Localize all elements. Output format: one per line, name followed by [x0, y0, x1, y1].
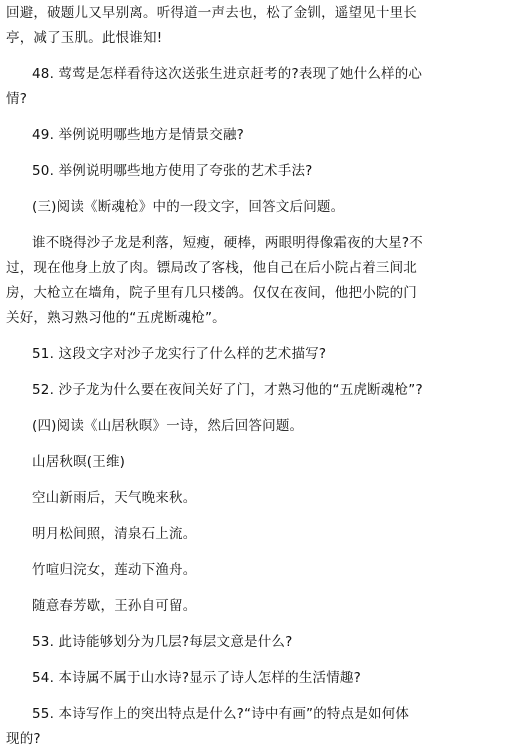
question-55: 55. 本诗写作上的突出特点是什么?“诗中有画”的特点是如何体: [32, 706, 410, 722]
passage-line: 回避，破题儿又早别离。听得道一声去也，松了金钏，遥望见十里长: [6, 5, 417, 21]
passage-line: 过，现在他身上放了肉。镖局改了客栈，他自己在后小院占着三间北: [6, 260, 417, 276]
question-48-cont: 情?: [6, 91, 28, 107]
question-52: 52. 沙子龙为什么要在夜间关好了门，才熟习他的“五虎断魂枪”?: [32, 382, 423, 398]
question-54: 54. 本诗属不属于山水诗?显示了诗人怎样的生活情趣?: [32, 670, 361, 686]
passage-line: 亭，减了玉肌。此恨谁知!: [6, 30, 163, 46]
section-heading-4: (四)阅读《山居秋暝》一诗，然后回答问题。: [32, 418, 304, 434]
question-55-cont: 现的?: [6, 731, 41, 747]
passage-line: 谁不晓得沙子龙是利落，短瘦，硬棒，两眼明得像霜夜的大星?不: [32, 235, 423, 251]
poem-line: 明月松间照，清泉石上流。: [32, 526, 197, 542]
question-48: 48. 莺莺是怎样看待这次送张生进京赶考的?表现了她什么样的心: [32, 66, 423, 82]
question-50: 50. 举例说明哪些地方使用了夸张的艺术手法?: [32, 163, 313, 179]
poem-line: 随意春芳歇，王孙自可留。: [32, 598, 197, 614]
question-53: 53. 此诗能够划分为几层?每层文意是什么?: [32, 634, 293, 650]
passage-line: 关好，熟习熟习他的“五虎断魂枪”。: [6, 310, 226, 326]
question-51: 51. 这段文字对沙子龙实行了什么样的艺术描写?: [32, 346, 327, 362]
poem-line: 空山新雨后，天气晚来秋。: [32, 490, 197, 506]
section-heading-3: (三)阅读《断魂枪》中的一段文字，回答文后问题。: [32, 199, 345, 215]
question-49: 49. 举例说明哪些地方是情景交融?: [32, 127, 245, 143]
passage-line: 房，大枪立在墙角，院子里有几只楼鸽。仅仅在夜间，他把小院的门: [6, 285, 417, 301]
poem-title: 山居秋暝(王维): [32, 454, 126, 470]
poem-line: 竹喧归浣女，莲动下渔舟。: [32, 562, 197, 578]
